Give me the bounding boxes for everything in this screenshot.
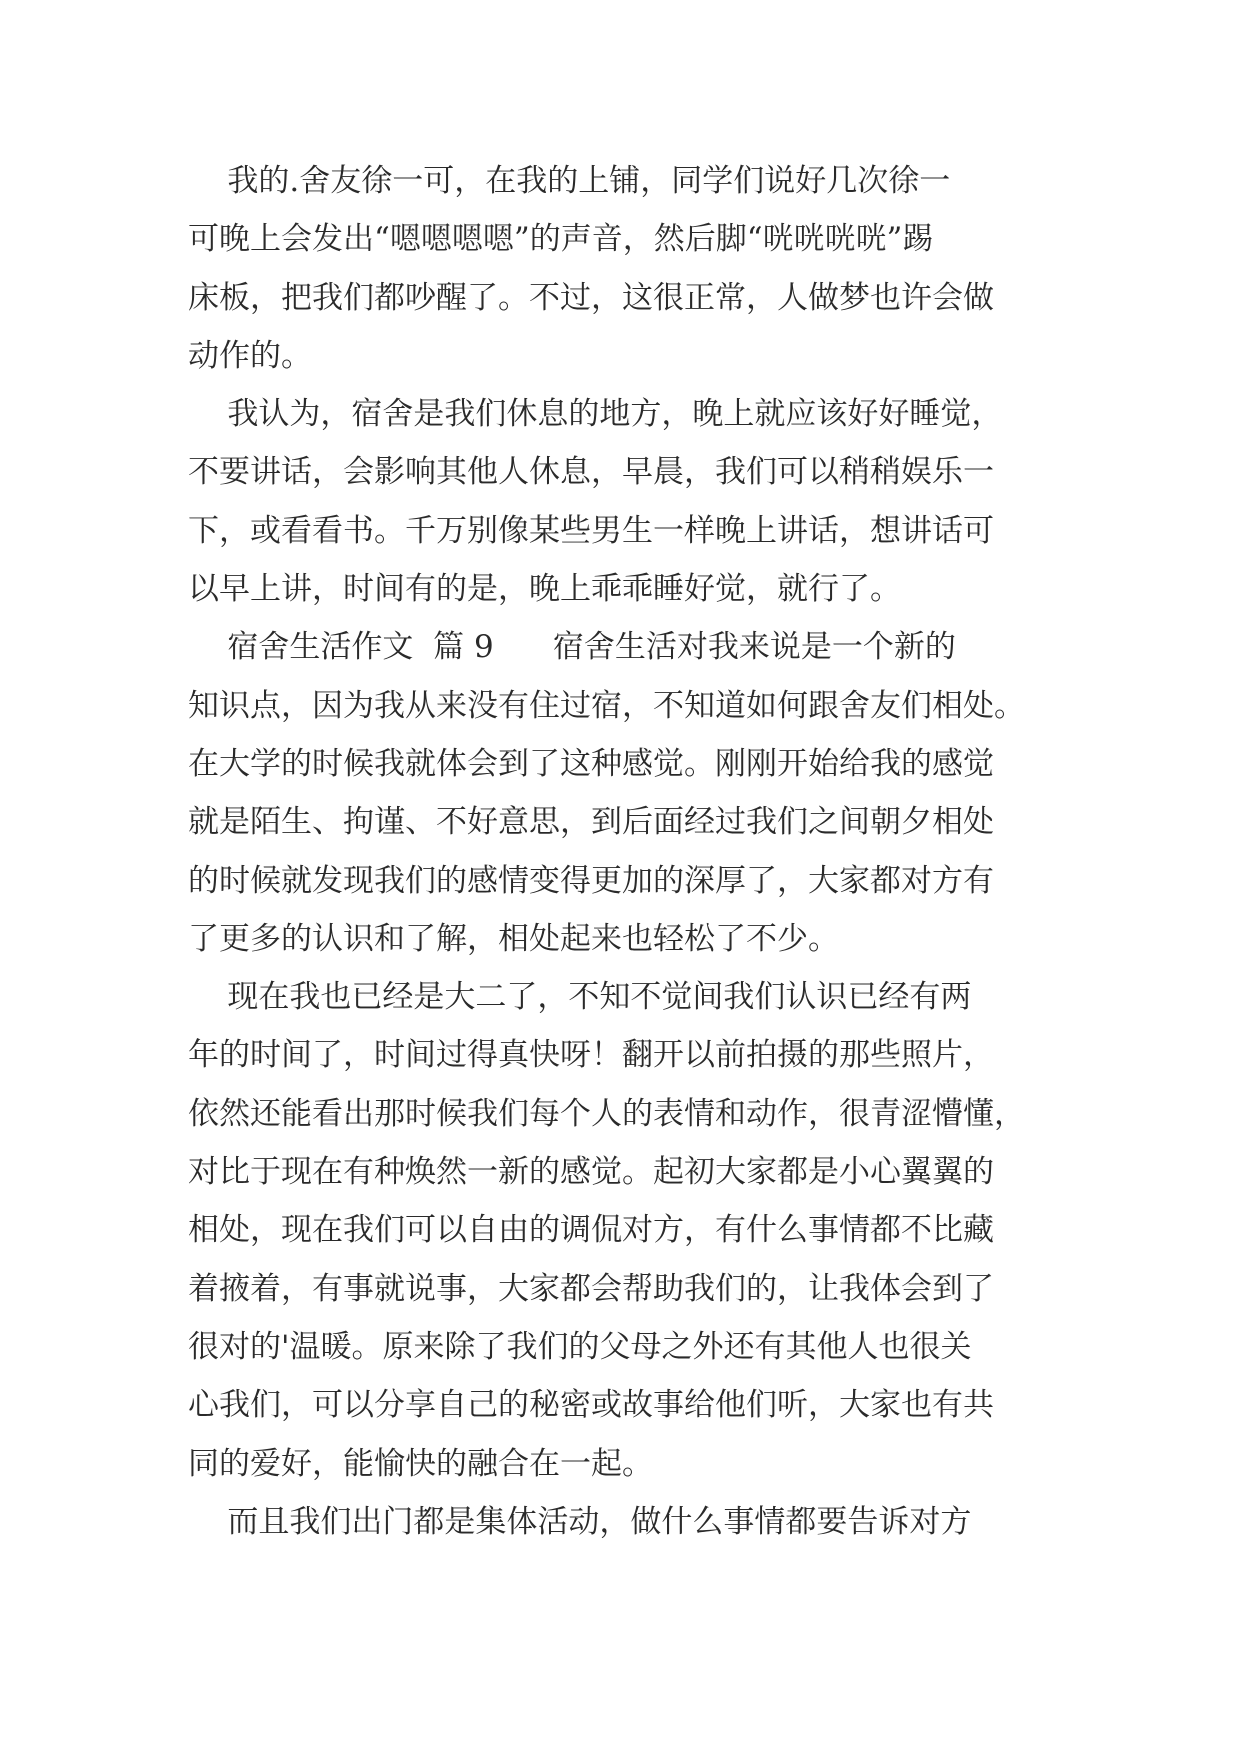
text-line: 知识点，因为我从来没有住过宿，不知道如何跟舍友们相处。 [188, 687, 1025, 724]
text-line: 就是陌生、拘谨、不好意思，到后面经过我们之间朝夕相处 [188, 804, 994, 841]
text-line: 了更多的认识和了解，相处起来也轻松了不少。 [188, 920, 839, 957]
text-line: 不要讲话，会影响其他人休息，早晨，我们可以稍稍娱乐一 [188, 454, 994, 491]
text-line: 我的.舍友徐一可，在我的上铺，同学们说好几次徐一 [188, 163, 951, 199]
text-line: 下，或看看书。千万别像某些男生一样晚上讲话，想讲话可 [188, 512, 994, 549]
text-line: 我认为，宿舍是我们休息的地方，晚上就应该好好睡觉， [188, 396, 1003, 433]
text-line: 相处，现在我们可以自由的调侃对方，有什么事情都不比藏 [188, 1212, 994, 1249]
text-line: 床板，把我们都吵醒了。不过，这很正常，人做梦也许会做 [188, 279, 994, 316]
section-heading-line: 宿舍生活作文 篇 9 宿舍生活对我来说是一个新的 [188, 629, 956, 666]
text-line: 对比于现在有种焕然一新的感觉。起初大家都是小心翼翼的 [188, 1154, 994, 1191]
text-line: 可晚上会发出“嗯嗯嗯嗯”的声音，然后脚“咣咣咣咣”踢 [188, 221, 934, 258]
text-line: 在大学的时候我就体会到了这种感觉。刚刚开始给我的感觉 [188, 745, 994, 782]
text-line: 动作的。 [188, 337, 312, 374]
text-line: 依然还能看出那时候我们每个人的表情和动作，很青涩懵懂， [188, 1095, 1025, 1132]
text-line: 以早上讲，时间有的是，晚上乖乖睡好觉，就行了。 [188, 571, 901, 608]
text-line: 现在我也已经是大二了，不知不觉间我们认识已经有两 [188, 979, 972, 1016]
text-line: 年的时间了，时间过得真快呀！翻开以前拍摄的那些照片， [188, 1037, 994, 1074]
text-line: 着掖着，有事就说事，大家都会帮助我们的，让我体会到了 [188, 1270, 994, 1307]
body-text [188, 152, 1068, 1551]
text-line: 同的爱好，能愉快的融合在一起。 [188, 1445, 653, 1482]
text-line: 心我们，可以分享自己的秘密或故事给他们听，大家也有共 [188, 1387, 994, 1424]
text-line: 而且我们出门都是集体活动，做什么事情都要告诉对方 [188, 1503, 972, 1540]
text-line: 的时候就发现我们的感情变得更加的深厚了，大家都对方有 [188, 862, 994, 899]
text-line: 很对的'温暖。原来除了我们的父母之外还有其他人也很关 [188, 1328, 972, 1365]
